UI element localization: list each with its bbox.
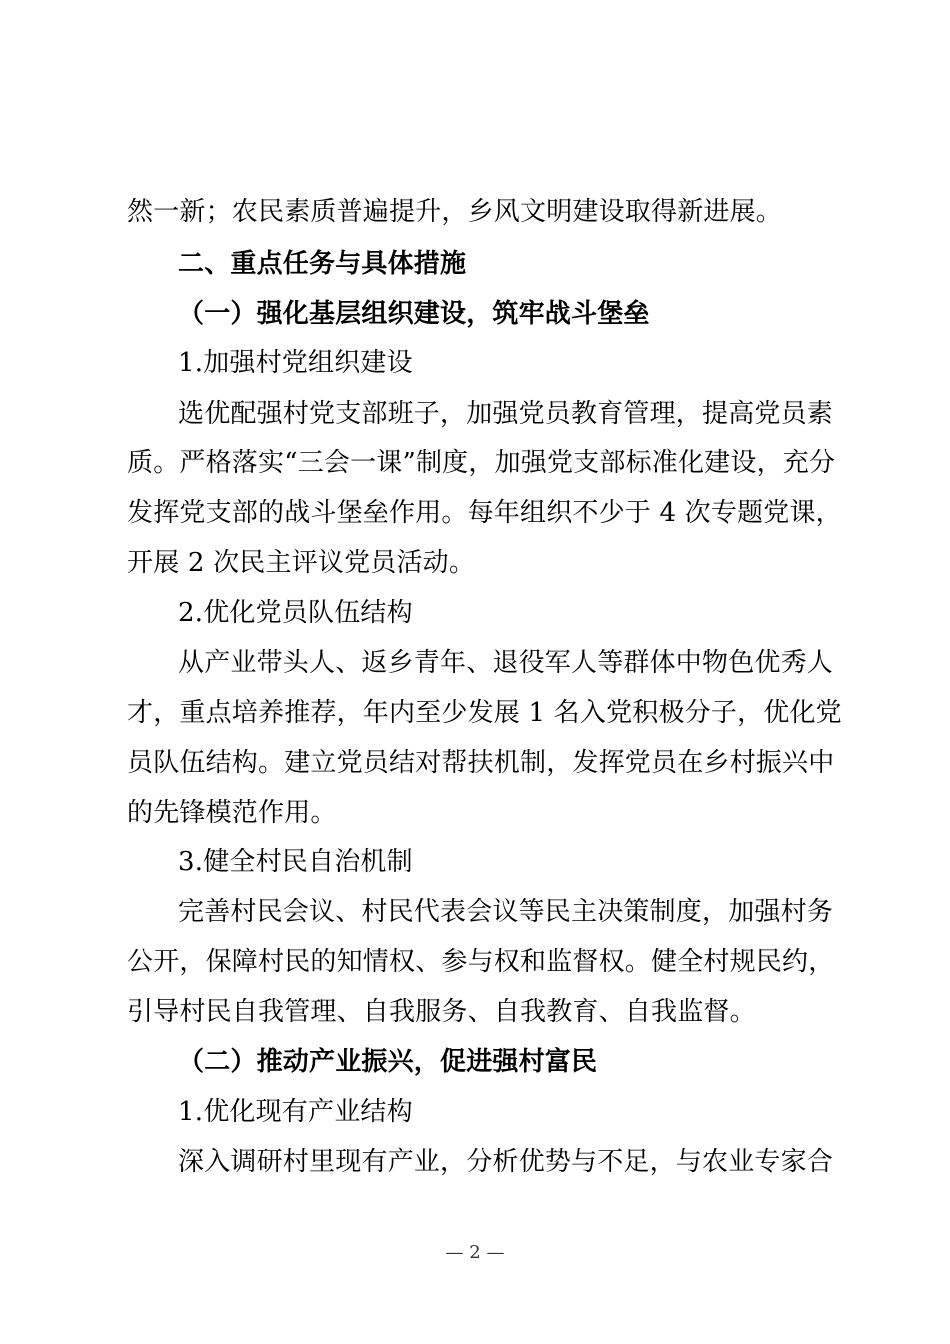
item-heading: 1.优化现有产业结构 [178, 1097, 413, 1127]
paragraph-line: 深入调研村里现有产业，分析优势与不足，与农业专家合 [178, 1147, 834, 1177]
paragraph-line: 开展 2 次民主评议党员活动。 [127, 548, 476, 578]
item-heading: 1.加强村党组织建设 [178, 348, 413, 378]
subsection-heading: （一）强化基层组织建设，筑牢战斗堡垒 [178, 299, 650, 329]
paragraph-continuation: 然一新；农民素质普遍提升，乡风文明建设取得新进展。 [127, 197, 783, 227]
subsection-heading: （二）推动产业振兴，促进强村富民 [178, 1047, 598, 1077]
paragraph-line: 质。严格落实“三会一课”制度，加强党支部标准化建设，充分 [127, 448, 836, 478]
section-heading: 二、重点任务与具体措施 [178, 249, 467, 279]
paragraph-line: 员队伍结构。建立党员结对帮扶机制，发挥党员在乡村振兴中 [127, 748, 835, 778]
paragraph-line: 的先锋模范作用。 [127, 798, 337, 828]
paragraph-line: 完善村民会议、村民代表会议等民主决策制度，加强村务 [178, 897, 834, 927]
item-heading: 3.健全村民自治机制 [178, 847, 413, 877]
page-number: — 2 — [445, 1242, 505, 1263]
paragraph-line: 从产业带头人、返乡青年、退役军人等群体中物色优秀人 [178, 648, 834, 678]
paragraph-line: 引导村民自我管理、自我服务、自我教育、自我监督。 [127, 997, 756, 1027]
paragraph-line: 才，重点培养推荐，年内至少发展 1 名入党积极分子，优化党 [127, 698, 842, 728]
paragraph-line: 选优配强村党支部班子，加强党员教育管理，提高党员素 [178, 399, 834, 429]
item-heading: 2.优化党员队伍结构 [178, 598, 413, 628]
paragraph-line: 公开，保障村民的知情权、参与权和监督权。健全村规民约， [127, 947, 835, 977]
paragraph-line: 发挥党支部的战斗堡垒作用。每年组织不少于 4 次专题党课， [127, 498, 842, 528]
